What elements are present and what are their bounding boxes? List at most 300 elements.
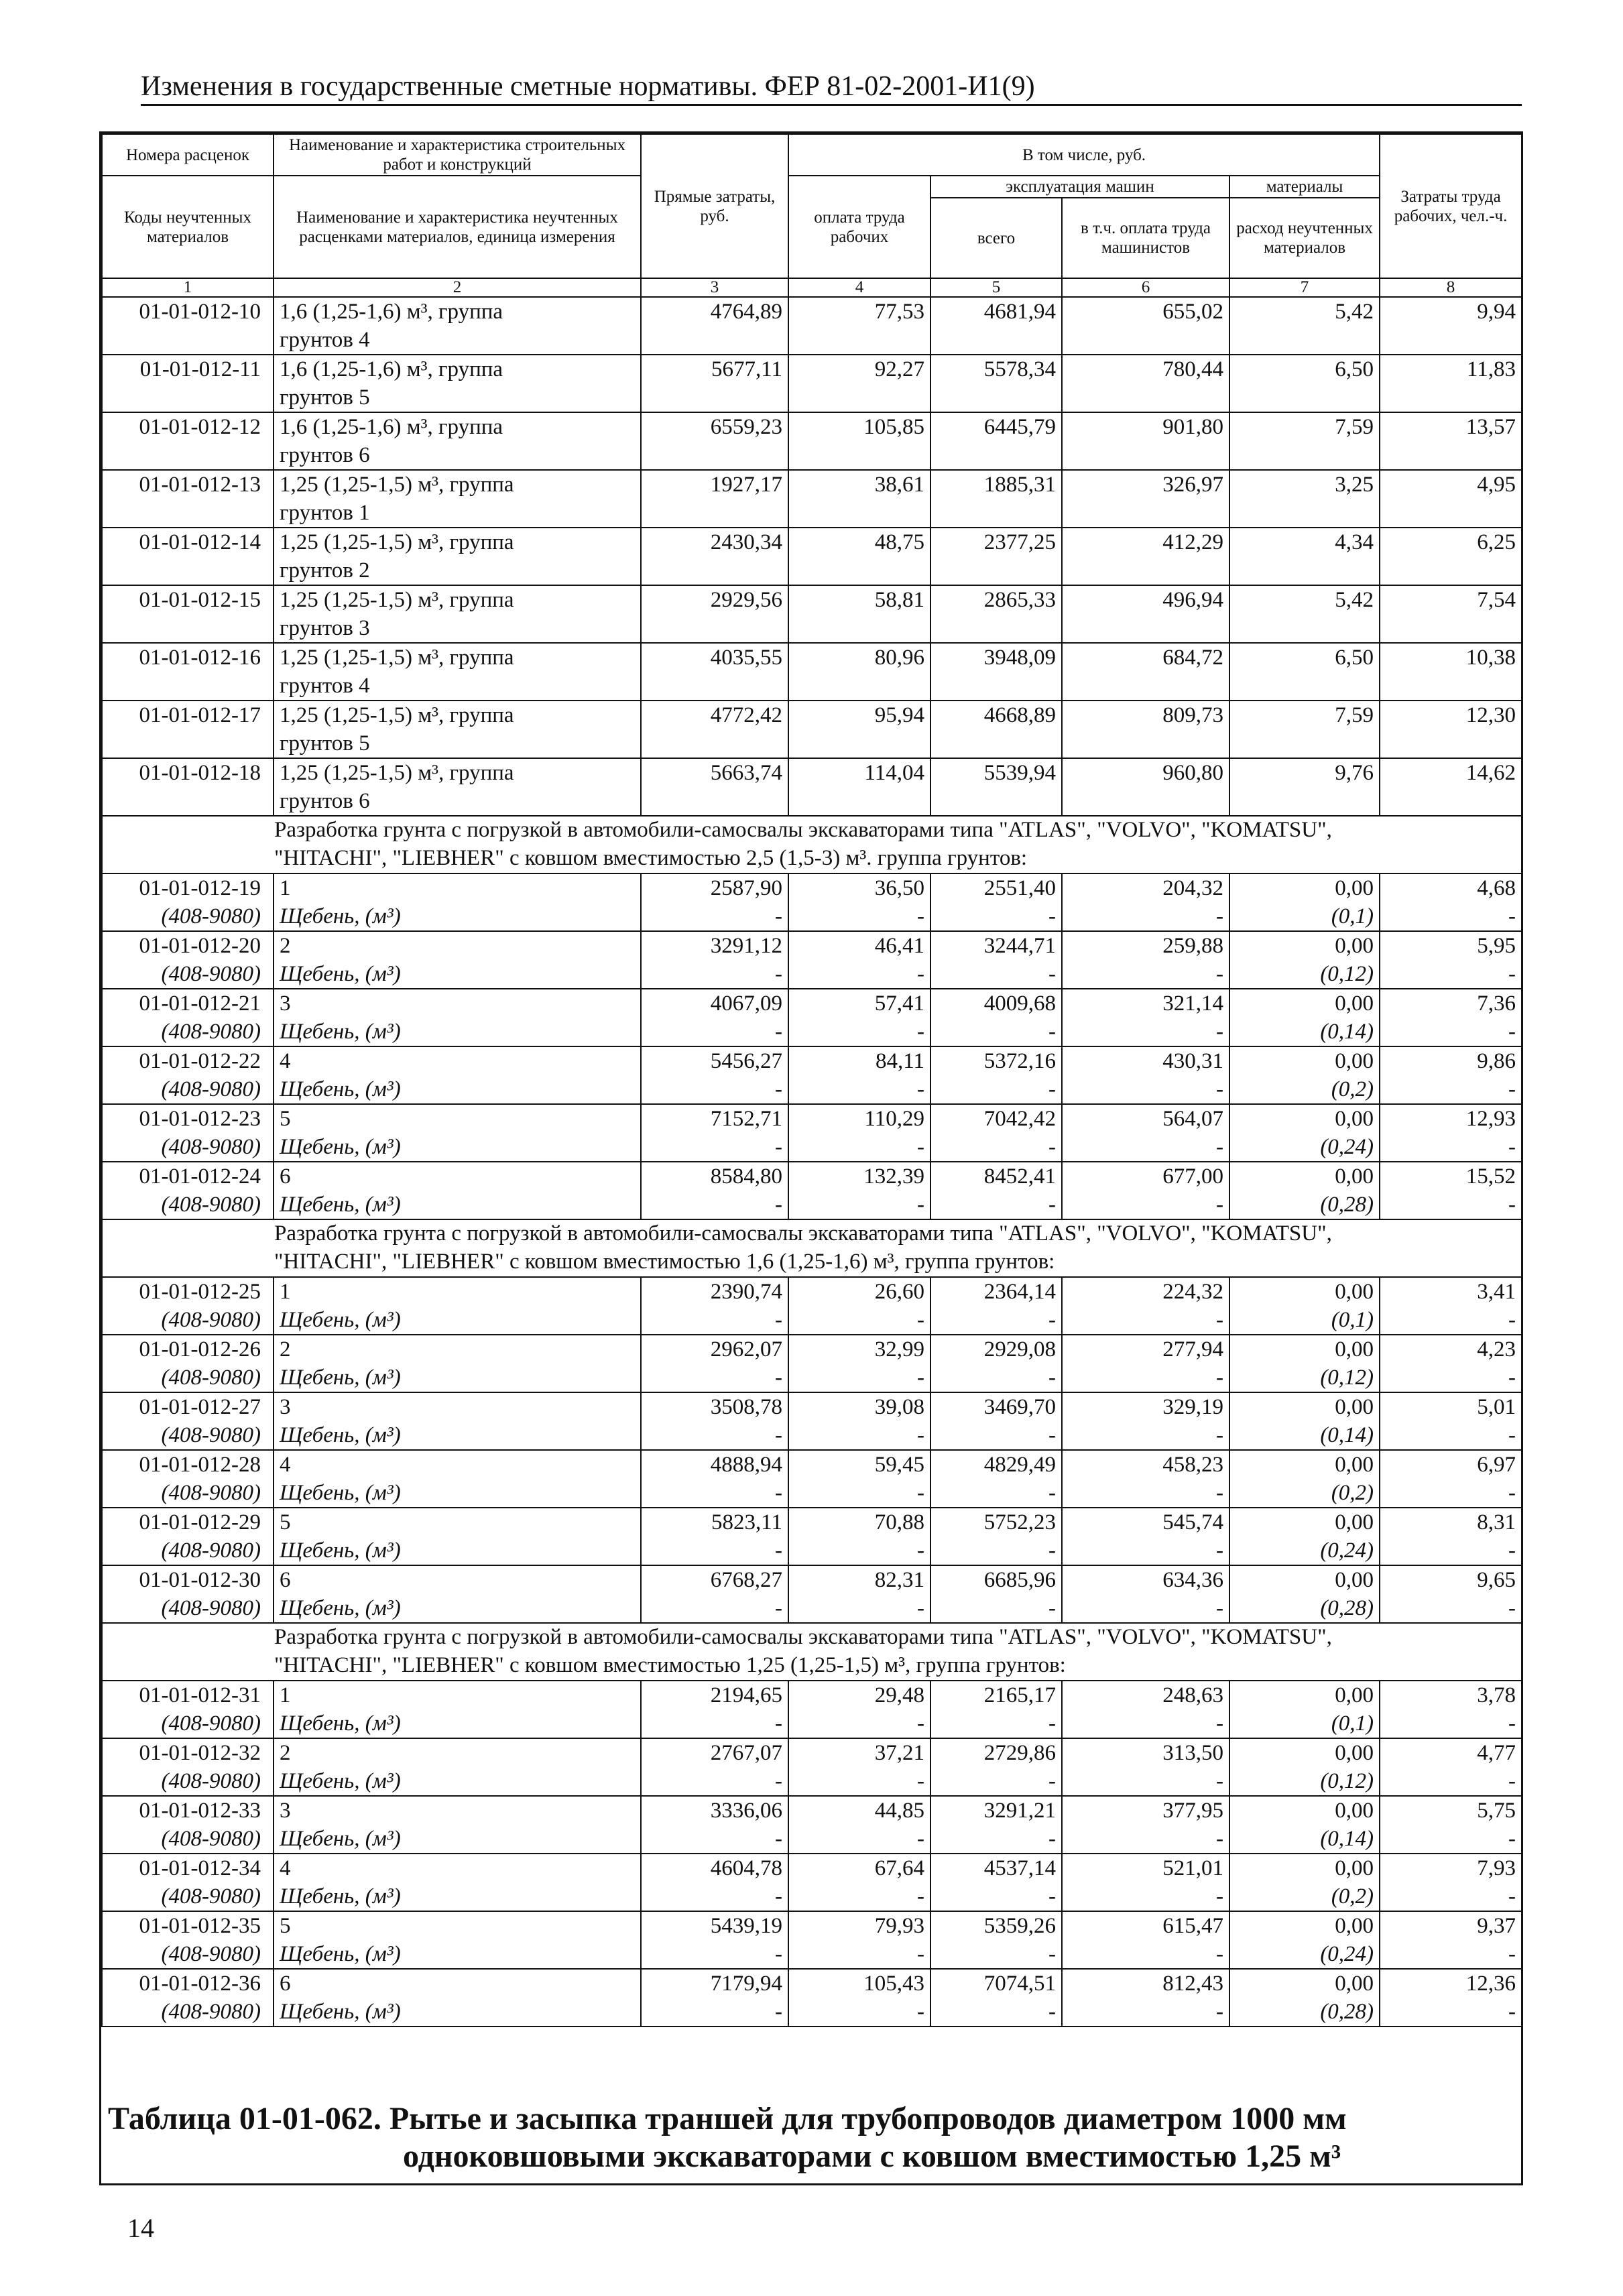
value-c8 xyxy=(1380,1796,1522,1854)
value-c8 xyxy=(1380,1162,1522,1219)
value-c4 xyxy=(788,701,930,758)
value-c7-line: (0,24) xyxy=(1320,1538,1374,1563)
value-c6 xyxy=(1062,585,1229,643)
work-name-line: грунтов 4 xyxy=(280,674,370,698)
value-c5-line: 5359,26 xyxy=(983,1914,1056,1938)
section-description-line: Разработка грунта с погрузкой в автомобили-самосвалы экскаваторами типа "ATLAS", "VOLVO", "KOMATSU", xyxy=(274,818,1332,842)
value-c7-line: 0,00 xyxy=(1335,1164,1374,1189)
value-c4 xyxy=(788,758,930,816)
value-c8-line: - xyxy=(1508,1596,1516,1620)
value-c3 xyxy=(641,1854,788,1911)
value-c7 xyxy=(1229,585,1380,643)
work-name xyxy=(274,1508,641,1565)
value-c3-line: 5439,19 xyxy=(710,1914,782,1938)
value-c4-line: - xyxy=(917,2000,924,2024)
value-c5-line: 2729,86 xyxy=(983,1741,1056,1765)
rate-code xyxy=(102,297,274,355)
value-c5-line: 5372,16 xyxy=(983,1049,1056,1073)
value-c3 xyxy=(641,1565,788,1623)
rate-code xyxy=(102,758,274,816)
value-c3-line: 2194,65 xyxy=(710,1683,782,1707)
value-c6-line: - xyxy=(1216,1942,1223,1966)
value-c3 xyxy=(641,643,788,701)
value-c4 xyxy=(788,643,930,701)
value-c8-line: - xyxy=(1508,1135,1516,1159)
value-c3-line: 2767,07 xyxy=(710,1741,782,1765)
value-c7-line: 5,42 xyxy=(1335,300,1374,324)
value-c6-line: 259,88 xyxy=(1162,934,1223,958)
next-table-title-line: одноковшовыми экскаваторами с ковшом вместимостью 1,25 м³ xyxy=(403,2138,1341,2174)
value-c8-line: 4,23 xyxy=(1477,1337,1516,1362)
value-c6 xyxy=(1062,758,1229,816)
value-c3 xyxy=(641,701,788,758)
value-c3-line: 2929,56 xyxy=(710,588,782,612)
value-c6 xyxy=(1062,528,1229,585)
value-c4 xyxy=(788,1738,930,1796)
value-c6-line: 277,94 xyxy=(1162,1337,1223,1362)
value-c3 xyxy=(641,1335,788,1392)
work-name-line: 1,6 (1,25-1,6) м³, группа xyxy=(280,415,503,439)
value-c3-line: 2430,34 xyxy=(710,530,782,554)
col-machines: эксплуатация машин xyxy=(930,176,1229,198)
value-c7 xyxy=(1229,643,1380,701)
value-c7-line: (0,14) xyxy=(1320,1020,1374,1044)
work-name-line: 1,6 (1,25-1,6) м³, группа xyxy=(280,300,503,324)
value-c7-line: 0,00 xyxy=(1335,1568,1374,1592)
value-c8 xyxy=(1380,297,1522,355)
work-name-line: Щебень, (м³) xyxy=(280,2000,401,2024)
rate-code-line: 01-01-012-31 xyxy=(139,1683,261,1707)
rate-code xyxy=(102,412,274,470)
work-name xyxy=(274,297,641,355)
section-header-row xyxy=(102,1219,1522,1277)
value-c5-line: 8452,41 xyxy=(983,1164,1056,1189)
value-c4-line: - xyxy=(917,1077,924,1101)
table-row xyxy=(102,1104,1522,1162)
value-c3-line: - xyxy=(775,1769,782,1793)
rate-code-line: 01-01-012-35 xyxy=(139,1914,261,1938)
value-c4-line: 29,48 xyxy=(874,1683,924,1707)
rate-code-line: 01-01-012-34 xyxy=(139,1856,261,1880)
value-c4-line: 38,61 xyxy=(874,473,924,497)
value-c3-line: 4772,42 xyxy=(710,703,782,727)
work-name-line: Щебень, (м³) xyxy=(280,962,401,986)
rate-code-line: 01-01-012-23 xyxy=(139,1107,261,1131)
work-name xyxy=(274,989,641,1046)
table-row xyxy=(102,470,1522,528)
value-c3 xyxy=(641,1508,788,1565)
value-c3 xyxy=(641,873,788,931)
col-material-consumption: расход неучтенных материалов xyxy=(1229,198,1380,278)
rate-code-line: (408-9080) xyxy=(161,2000,261,2024)
col-num: 2 xyxy=(274,278,641,297)
value-c4 xyxy=(788,931,930,989)
rate-code-line: 01-01-012-20 xyxy=(139,934,261,958)
rate-code-line: 01-01-012-27 xyxy=(139,1395,261,1419)
value-c4-line: 58,81 xyxy=(874,588,924,612)
work-name-line: Щебень, (м³) xyxy=(280,1827,401,1851)
value-c5-line: 4668,89 xyxy=(983,703,1056,727)
value-c6-line: - xyxy=(1216,1423,1223,1447)
table-row xyxy=(102,297,1522,355)
value-c3-line: 3291,12 xyxy=(710,934,782,958)
value-c8 xyxy=(1380,1508,1522,1565)
value-c3-line: 6559,23 xyxy=(710,415,782,439)
rates-table-frame xyxy=(99,131,1523,2185)
value-c5-line: - xyxy=(1048,2000,1056,2024)
value-c6-line: - xyxy=(1216,1711,1223,1736)
value-c6 xyxy=(1062,1854,1229,1911)
value-c8-line: 3,41 xyxy=(1477,1280,1516,1304)
section-description xyxy=(102,1219,1522,1277)
work-name-line: 1,25 (1,25-1,5) м³, группа xyxy=(280,646,514,670)
table-row xyxy=(102,412,1522,470)
value-c8 xyxy=(1380,585,1522,643)
work-name xyxy=(274,355,641,412)
value-c4 xyxy=(788,873,930,931)
value-c6 xyxy=(1062,412,1229,470)
rate-code xyxy=(102,1796,274,1854)
value-c3 xyxy=(641,585,788,643)
table-row xyxy=(102,1854,1522,1911)
value-c4-line: - xyxy=(917,1193,924,1217)
value-c4-line: 114,04 xyxy=(864,761,924,785)
value-c8 xyxy=(1380,470,1522,528)
value-c7 xyxy=(1229,873,1380,931)
value-c3 xyxy=(641,470,788,528)
value-c8-line: 9,94 xyxy=(1477,300,1516,324)
value-c5 xyxy=(930,470,1062,528)
value-c5-line: 7042,42 xyxy=(983,1107,1056,1131)
value-c3-line: 4764,89 xyxy=(710,300,782,324)
work-name-line: Щебень, (м³) xyxy=(280,1077,401,1101)
value-c5 xyxy=(930,873,1062,931)
value-c3 xyxy=(641,1450,788,1508)
value-c8 xyxy=(1380,931,1522,989)
rate-code-line: 01-01-012-13 xyxy=(139,473,261,497)
value-c4-line: - xyxy=(917,1884,924,1909)
rate-code-line: (408-9080) xyxy=(161,1135,261,1159)
table-row xyxy=(102,873,1522,931)
value-c5 xyxy=(930,643,1062,701)
value-c3 xyxy=(641,1911,788,1969)
section-description-line: "HITACHI", "LIEBHER" с ковшом вместимостью 1,6 (1,25-1,6) м³, группа грунтов: xyxy=(274,1250,1055,1274)
value-c6-line: 321,14 xyxy=(1162,991,1223,1016)
value-c6-line: 326,97 xyxy=(1162,473,1223,497)
value-c8 xyxy=(1380,1277,1522,1335)
value-c6-line: 313,50 xyxy=(1162,1741,1223,1765)
value-c7-line: 5,42 xyxy=(1335,588,1374,612)
value-c3-line: 3508,78 xyxy=(710,1395,782,1419)
value-c5-line: 2165,17 xyxy=(983,1683,1056,1707)
value-c4-line: - xyxy=(917,1308,924,1332)
rate-code-line: 01-01-012-33 xyxy=(139,1799,261,1823)
value-c6 xyxy=(1062,1911,1229,1969)
work-name xyxy=(274,1565,641,1623)
table-row xyxy=(102,1911,1522,1969)
value-c8-line: 4,77 xyxy=(1477,1741,1516,1765)
rate-code xyxy=(102,1162,274,1219)
work-name-line: 5 xyxy=(280,1914,291,1938)
value-c6 xyxy=(1062,1738,1229,1796)
value-c3-line: - xyxy=(775,1481,782,1505)
value-c5 xyxy=(930,528,1062,585)
value-c3-line: 5456,27 xyxy=(710,1049,782,1073)
value-c3-line: - xyxy=(775,1596,782,1620)
value-c8-line: - xyxy=(1508,2000,1516,2024)
value-c4-line: - xyxy=(917,1481,924,1505)
work-name-line: грунтов 6 xyxy=(280,789,370,813)
value-c3-line: 3336,06 xyxy=(710,1799,782,1823)
value-c5 xyxy=(930,355,1062,412)
work-name-line: Щебень, (м³) xyxy=(280,1481,401,1505)
value-c4 xyxy=(788,1335,930,1392)
value-c5 xyxy=(930,412,1062,470)
value-c8-line: 5,75 xyxy=(1477,1799,1516,1823)
value-c6-line: 901,80 xyxy=(1162,415,1223,439)
value-c6-line: - xyxy=(1216,962,1223,986)
value-c7-line: 0,00 xyxy=(1335,991,1374,1016)
table-row xyxy=(102,1508,1522,1565)
work-name-line: грунтов 5 xyxy=(280,385,370,410)
value-c6-line: 677,00 xyxy=(1162,1164,1223,1189)
rate-code xyxy=(102,1046,274,1104)
work-name xyxy=(274,758,641,816)
work-name-line: Щебень, (м³) xyxy=(280,1538,401,1563)
section-header-row xyxy=(102,816,1522,873)
value-c3-line: - xyxy=(775,1711,782,1736)
value-c7-line: 7,59 xyxy=(1335,415,1374,439)
value-c8-line: 7,93 xyxy=(1477,1856,1516,1880)
table-row xyxy=(102,1796,1522,1854)
work-name-line: Щебень, (м³) xyxy=(280,1193,401,1217)
work-name-line: 1,25 (1,25-1,5) м³, группа xyxy=(280,473,514,497)
value-c4-line: 80,96 xyxy=(874,646,924,670)
work-name-line: грунтов 2 xyxy=(280,558,370,583)
value-c7 xyxy=(1229,1565,1380,1623)
value-c5-line: 3244,71 xyxy=(983,934,1056,958)
value-c4-line: 105,43 xyxy=(863,1972,924,1996)
rate-code-line: 01-01-012-11 xyxy=(139,357,261,381)
section-description-line: "HITACHI", "LIEBHER" с ковшом вместимостью 2,5 (1,5-3) м³. группа грунтов: xyxy=(274,846,1028,870)
value-c6-line: 684,72 xyxy=(1162,646,1223,670)
value-c5-line: - xyxy=(1048,1077,1056,1101)
col-rate-numbers: Номера расценок xyxy=(102,134,274,176)
value-c7-line: 0,00 xyxy=(1335,1280,1374,1304)
work-name-line: Щебень, (м³) xyxy=(280,1596,401,1620)
value-c6-line: - xyxy=(1216,1308,1223,1332)
table-row xyxy=(102,643,1522,701)
value-c8 xyxy=(1380,1565,1522,1623)
rate-code xyxy=(102,931,274,989)
rates-table xyxy=(101,133,1522,2027)
value-c4-line: - xyxy=(917,1769,924,1793)
col-machines-total: всего xyxy=(930,198,1062,278)
work-name-line: Щебень, (м³) xyxy=(280,904,401,928)
table-row xyxy=(102,758,1522,816)
rate-code-line: (408-9080) xyxy=(161,1423,261,1447)
col-num: 6 xyxy=(1062,278,1229,297)
work-name-line: 4 xyxy=(280,1453,291,1477)
value-c3 xyxy=(641,412,788,470)
value-c7 xyxy=(1229,528,1380,585)
value-c5-line: 4829,49 xyxy=(983,1453,1056,1477)
value-c3 xyxy=(641,1162,788,1219)
work-name xyxy=(274,1969,641,2027)
value-c7-line: 6,50 xyxy=(1335,357,1374,381)
value-c6-line: 496,94 xyxy=(1162,588,1223,612)
value-c6-line: - xyxy=(1216,1827,1223,1851)
value-c3-line: 5823,11 xyxy=(711,1510,782,1534)
value-c6 xyxy=(1062,1796,1229,1854)
value-c6 xyxy=(1062,470,1229,528)
value-c4-line: - xyxy=(917,1366,924,1390)
value-c7-line: (0,24) xyxy=(1320,1135,1374,1159)
value-c3-line: - xyxy=(775,1308,782,1332)
value-c3-line: 5677,11 xyxy=(711,357,782,381)
value-c7 xyxy=(1229,355,1380,412)
value-c7 xyxy=(1229,1335,1380,1392)
rate-code-line: (408-9080) xyxy=(161,1884,261,1909)
value-c6-line: 655,02 xyxy=(1162,300,1223,324)
rate-code xyxy=(102,1335,274,1392)
value-c4-line: 70,88 xyxy=(874,1510,924,1534)
value-c4-line: - xyxy=(917,1423,924,1447)
value-c5 xyxy=(930,1681,1062,1738)
value-c3-line: - xyxy=(775,1538,782,1563)
value-c6-line: 329,19 xyxy=(1162,1395,1223,1419)
work-name-line: 1,6 (1,25-1,6) м³, группа xyxy=(280,357,503,381)
rate-code-line: 01-01-012-28 xyxy=(139,1453,261,1477)
value-c7 xyxy=(1229,470,1380,528)
value-c7-line: (0,12) xyxy=(1320,1366,1374,1390)
value-c8-line: - xyxy=(1508,1769,1516,1793)
value-c7-line: (0,12) xyxy=(1320,1769,1374,1793)
rate-code-line: 01-01-012-17 xyxy=(139,703,261,727)
value-c7-line: (0,2) xyxy=(1331,1077,1374,1101)
page-number: 14 xyxy=(127,2213,154,2243)
work-name-line: 6 xyxy=(280,1972,291,1996)
value-c5 xyxy=(930,701,1062,758)
col-num: 8 xyxy=(1380,278,1522,297)
work-name-line: Щебень, (м³) xyxy=(280,1423,401,1447)
value-c8 xyxy=(1380,1969,1522,2027)
rate-code-line: 01-01-012-19 xyxy=(139,876,261,900)
rate-code xyxy=(102,585,274,643)
value-c4-line: - xyxy=(917,904,924,928)
value-c8-line: 15,52 xyxy=(1465,1164,1516,1189)
value-c8-line: - xyxy=(1508,1077,1516,1101)
value-c6-line: - xyxy=(1216,1769,1223,1793)
value-c8-line: 6,97 xyxy=(1477,1453,1516,1477)
table-row xyxy=(102,528,1522,585)
value-c5-line: 2551,40 xyxy=(983,876,1056,900)
work-name-line: Щебень, (м³) xyxy=(280,1884,401,1909)
value-c8-line: - xyxy=(1508,1423,1516,1447)
value-c4-line: 95,94 xyxy=(874,703,924,727)
value-c5-line: 2865,33 xyxy=(983,588,1056,612)
value-c8-line: 12,30 xyxy=(1465,703,1516,727)
rate-code-line: (408-9080) xyxy=(161,1366,261,1390)
value-c7-line: 0,00 xyxy=(1335,1914,1374,1938)
rate-code-line: (408-9080) xyxy=(161,1711,261,1736)
work-name xyxy=(274,643,641,701)
value-c7 xyxy=(1229,1277,1380,1335)
value-c4 xyxy=(788,1104,930,1162)
table-body xyxy=(102,297,1522,2027)
value-c3 xyxy=(641,528,788,585)
value-c8-line: - xyxy=(1508,1308,1516,1332)
value-c3-line: 2390,74 xyxy=(710,1280,782,1304)
value-c5 xyxy=(930,1162,1062,1219)
rate-code-line: (408-9080) xyxy=(161,962,261,986)
value-c5-line: 5578,34 xyxy=(983,357,1056,381)
value-c4-line: 57,41 xyxy=(874,991,924,1016)
value-c8-line: 12,36 xyxy=(1465,1972,1516,1996)
work-name xyxy=(274,931,641,989)
table-row xyxy=(102,1277,1522,1335)
work-name-line: 5 xyxy=(280,1107,291,1131)
value-c5 xyxy=(930,1738,1062,1796)
value-c5 xyxy=(930,1046,1062,1104)
rate-code-line: 01-01-012-25 xyxy=(139,1280,261,1304)
value-c3-line: 2962,07 xyxy=(710,1337,782,1362)
value-c3 xyxy=(641,989,788,1046)
rate-code-line: (408-9080) xyxy=(161,904,261,928)
value-c4 xyxy=(788,1392,930,1450)
next-table-title xyxy=(108,2100,1516,2183)
value-c7-line: 0,00 xyxy=(1335,1107,1374,1131)
value-c8 xyxy=(1380,989,1522,1046)
work-name xyxy=(274,1796,641,1854)
rate-code-line: 01-01-012-24 xyxy=(139,1164,261,1189)
value-c6-line: - xyxy=(1216,1020,1223,1044)
value-c6-line: 521,01 xyxy=(1162,1856,1223,1880)
col-workers-pay: оплата труда рабочих xyxy=(788,176,930,278)
value-c6-line: - xyxy=(1216,1193,1223,1217)
value-c3-line: - xyxy=(775,1077,782,1101)
value-c5-line: 4537,14 xyxy=(983,1856,1056,1880)
rate-code xyxy=(102,701,274,758)
value-c8-line: 8,31 xyxy=(1477,1510,1516,1534)
value-c6 xyxy=(1062,1277,1229,1335)
work-name-line: 6 xyxy=(280,1164,291,1189)
section-description-line: "HITACHI", "LIEBHER" с ковшом вместимостью 1,25 (1,25-1,5) м³, группа грунтов: xyxy=(274,1653,1066,1677)
value-c7 xyxy=(1229,1681,1380,1738)
value-c4 xyxy=(788,1162,930,1219)
value-c4 xyxy=(788,585,930,643)
value-c7 xyxy=(1229,1104,1380,1162)
value-c6 xyxy=(1062,701,1229,758)
value-c5-line: - xyxy=(1048,1423,1056,1447)
value-c3-line: - xyxy=(775,2000,782,2024)
value-c3-line: 2587,90 xyxy=(710,876,782,900)
value-c8-line: - xyxy=(1508,1481,1516,1505)
value-c5 xyxy=(930,931,1062,989)
work-name-line: 1,25 (1,25-1,5) м³, группа xyxy=(280,530,514,554)
work-name-line: грунтов 6 xyxy=(280,443,370,467)
value-c3-line: 4035,55 xyxy=(710,646,782,670)
value-c8 xyxy=(1380,1911,1522,1969)
col-num: 5 xyxy=(930,278,1062,297)
value-c6 xyxy=(1062,931,1229,989)
value-c5-line: 2364,14 xyxy=(983,1280,1056,1304)
rate-code xyxy=(102,873,274,931)
value-c5-line: 3469,70 xyxy=(983,1395,1056,1419)
work-name-line: 1 xyxy=(280,876,291,900)
value-c3-line: 8584,80 xyxy=(710,1164,782,1189)
value-c4 xyxy=(788,1969,930,2027)
